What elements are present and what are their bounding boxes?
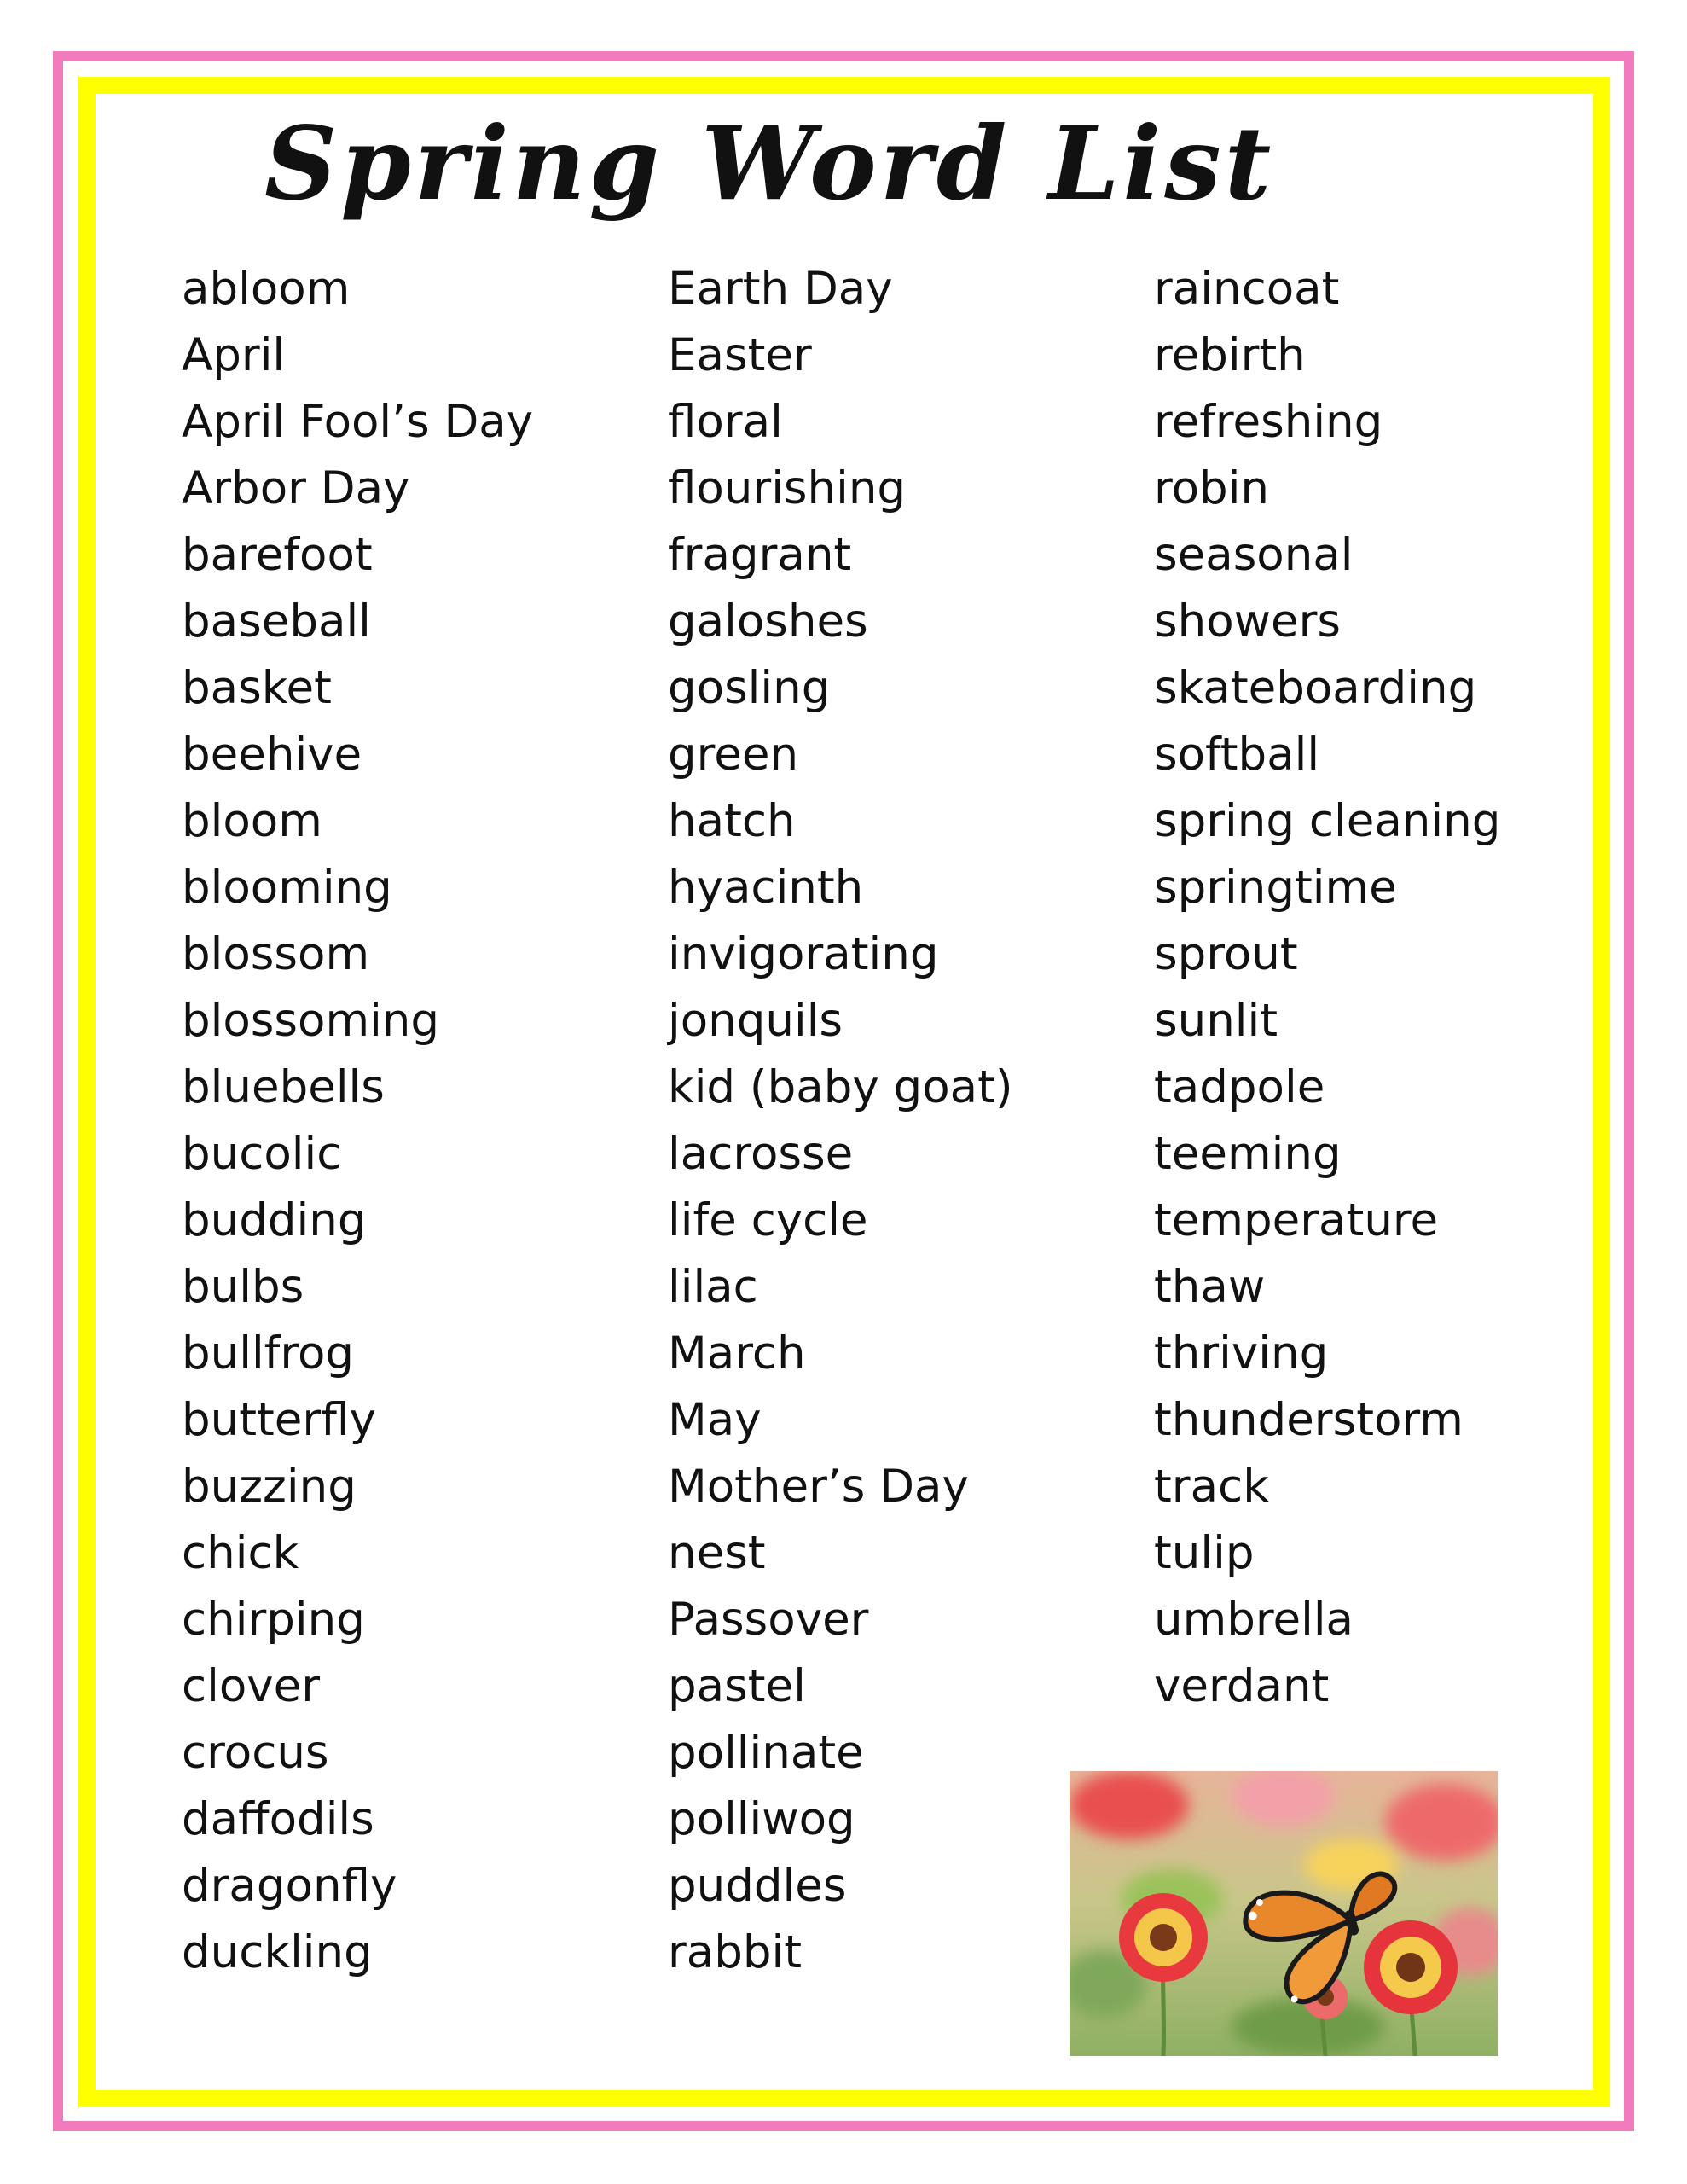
word-item: barefoot: [182, 529, 373, 581]
word-item: robin: [1154, 462, 1270, 514]
word-item: Earth Day: [668, 263, 893, 315]
word-item: tadpole: [1154, 1061, 1325, 1113]
word-item: seasonal: [1154, 529, 1354, 581]
butterfly-flower-photo: [1070, 1771, 1498, 2056]
word-item: duckling: [182, 1926, 373, 1978]
word-item: basket: [182, 662, 332, 714]
word-item: showers: [1154, 595, 1341, 648]
word-item: April Fool’s Day: [182, 396, 534, 448]
word-item: chick: [182, 1527, 299, 1579]
word-item: buzzing: [182, 1461, 357, 1513]
word-item: baseball: [182, 595, 371, 648]
word-item: lilac: [668, 1261, 758, 1313]
word-item: bluebells: [182, 1061, 385, 1113]
word-item: blossoming: [182, 995, 440, 1047]
word-item: Mother’s Day: [668, 1461, 969, 1513]
word-item: kid (baby goat): [668, 1061, 1013, 1113]
word-item: verdant: [1154, 1660, 1330, 1712]
word-column-3: [1154, 256, 1500, 1720]
word-item: pastel: [668, 1660, 806, 1712]
word-item: invigorating: [668, 928, 939, 980]
word-column-2: [668, 256, 1013, 1986]
word-item: springtime: [1154, 862, 1397, 914]
word-item: track: [1154, 1461, 1269, 1513]
word-item: butterfly: [182, 1394, 376, 1446]
word-item: thunderstorm: [1154, 1394, 1464, 1446]
word-item: clover: [182, 1660, 321, 1712]
word-item: bucolic: [182, 1128, 342, 1180]
butterfly-illustration: [1070, 1771, 1498, 2056]
word-item: beehive: [182, 729, 362, 781]
word-item: dragonfly: [182, 1860, 397, 1912]
word-item: puddles: [668, 1860, 847, 1912]
word-item: blooming: [182, 862, 392, 914]
word-item: jonquils: [668, 995, 844, 1047]
word-item: hatch: [668, 795, 796, 847]
word-item: refreshing: [1154, 396, 1383, 448]
word-item: floral: [668, 396, 783, 448]
word-item: teeming: [1154, 1128, 1342, 1180]
word-item: thaw: [1154, 1261, 1266, 1313]
word-item: temperature: [1154, 1194, 1439, 1246]
word-item: May: [668, 1394, 762, 1446]
word-item: lacrosse: [668, 1128, 854, 1180]
word-item: green: [668, 729, 799, 781]
word-item: daffodils: [182, 1793, 374, 1845]
word-item: tulip: [1154, 1527, 1255, 1579]
word-item: umbrella: [1154, 1594, 1354, 1646]
word-item: raincoat: [1154, 263, 1340, 315]
word-item: sprout: [1154, 928, 1298, 980]
word-item: bullfrog: [182, 1327, 355, 1380]
word-item: rebirth: [1154, 329, 1306, 381]
word-item: rabbit: [668, 1926, 803, 1978]
word-item: Easter: [668, 329, 812, 381]
page-title: Spring Word List: [264, 104, 1275, 223]
word-item: fragrant: [668, 529, 852, 581]
word-item: gosling: [668, 662, 831, 714]
word-item: chirping: [182, 1594, 365, 1646]
word-item: Arbor Day: [182, 462, 410, 514]
word-item: nest: [668, 1527, 766, 1579]
word-item: life cycle: [668, 1194, 868, 1246]
word-item: polliwog: [668, 1793, 855, 1845]
word-item: flourishing: [668, 462, 907, 514]
word-item: sunlit: [1154, 995, 1278, 1047]
word-column-1: [182, 256, 533, 1986]
word-item: blossom: [182, 928, 370, 980]
word-item: spring cleaning: [1154, 795, 1501, 847]
word-item: April: [182, 329, 286, 381]
word-item: pollinate: [668, 1727, 864, 1779]
word-item: galoshes: [668, 595, 868, 648]
word-item: Passover: [668, 1594, 869, 1646]
word-item: bulbs: [182, 1261, 304, 1313]
word-item: budding: [182, 1194, 367, 1246]
word-item: abloom: [182, 263, 351, 315]
word-item: March: [668, 1327, 806, 1380]
word-item: hyacinth: [668, 862, 864, 914]
word-item: thriving: [1154, 1327, 1329, 1380]
word-item: softball: [1154, 729, 1320, 781]
word-item: skateboarding: [1154, 662, 1477, 714]
word-item: crocus: [182, 1727, 329, 1779]
word-item: bloom: [182, 795, 322, 847]
